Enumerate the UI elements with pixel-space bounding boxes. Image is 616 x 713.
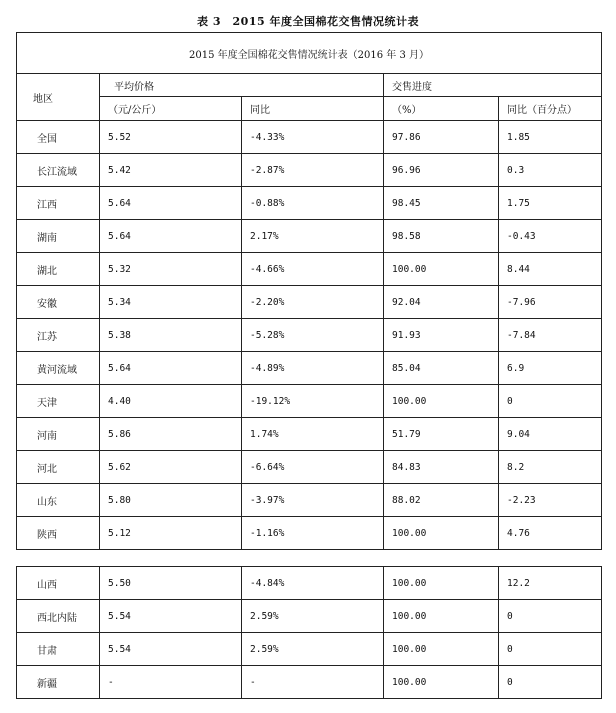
cell-price: 5.34 (100, 286, 242, 319)
header-progress-yoy: 同比（百分点） (499, 97, 602, 121)
cell-region: 湖北 (17, 253, 100, 286)
cell-progress: 100.00 (384, 567, 499, 600)
table-title: 2015 年度全国棉花交售情况统计表（2016 年 3 月） (17, 33, 602, 74)
table-title-row (17, 33, 602, 74)
cell-region: 长江流域 (17, 154, 100, 187)
cell-price: 5.62 (100, 451, 242, 484)
table-row (17, 451, 602, 484)
cell-price: 5.64 (100, 220, 242, 253)
cell-progress-yoy: -2.23 (499, 484, 602, 517)
cell-price-yoy: 2.17% (242, 220, 384, 253)
cell-price: 5.54 (100, 600, 242, 633)
table-row (17, 154, 602, 187)
cell-price-yoy: -1.16% (242, 517, 384, 550)
cell-price: 5.32 (100, 253, 242, 286)
cell-price: 5.42 (100, 154, 242, 187)
cell-price-yoy: -0.88% (242, 187, 384, 220)
table-row (17, 286, 602, 319)
cell-progress-yoy: -7.96 (499, 286, 602, 319)
header-row-1 (17, 74, 602, 97)
cell-progress: 97.86 (384, 121, 499, 154)
cell-progress-yoy: 4.76 (499, 517, 602, 550)
header-progress-unit: （%） (384, 97, 499, 121)
cell-region: 天津 (17, 385, 100, 418)
cell-price-yoy: -3.97% (242, 484, 384, 517)
cell-region: 江苏 (17, 319, 100, 352)
cell-progress-yoy: -7.84 (499, 319, 602, 352)
cell-progress-yoy: 8.2 (499, 451, 602, 484)
cell-price: 5.64 (100, 352, 242, 385)
cell-progress-yoy: 8.44 (499, 253, 602, 286)
cell-price-yoy: -4.89% (242, 352, 384, 385)
cell-progress-yoy: 1.85 (499, 121, 602, 154)
cell-price: 5.52 (100, 121, 242, 154)
cell-progress: 88.02 (384, 484, 499, 517)
cell-region: 山西 (17, 567, 100, 600)
cell-progress-yoy: 9.04 (499, 418, 602, 451)
table-row (17, 484, 602, 517)
cell-price: 5.54 (100, 633, 242, 666)
cell-progress: 96.96 (384, 154, 499, 187)
table-row (17, 253, 602, 286)
cell-progress-yoy: 0 (499, 633, 602, 666)
cell-price: 5.50 (100, 567, 242, 600)
header-avg-price: 平均价格 (100, 74, 384, 97)
header-price-unit: （元/公斤） (100, 97, 242, 121)
table-row (17, 600, 602, 633)
cell-progress: 51.79 (384, 418, 499, 451)
cell-price-yoy: - (242, 666, 384, 699)
table-row (17, 352, 602, 385)
cell-progress: 100.00 (384, 253, 499, 286)
cell-progress: 100.00 (384, 600, 499, 633)
table-row (17, 633, 602, 666)
cell-price-yoy: 1.74% (242, 418, 384, 451)
cell-price: 5.12 (100, 517, 242, 550)
cell-region: 全国 (17, 121, 100, 154)
cell-region: 江西 (17, 187, 100, 220)
table-row (17, 187, 602, 220)
cell-progress: 100.00 (384, 385, 499, 418)
cell-progress: 100.00 (384, 666, 499, 699)
cell-region: 新疆 (17, 666, 100, 699)
cell-price: 4.40 (100, 385, 242, 418)
table-row (17, 567, 602, 600)
cell-price: 5.64 (100, 187, 242, 220)
cell-price-yoy: -19.12% (242, 385, 384, 418)
table-caption: 表 3 2015 年度全国棉花交售情况统计表 (197, 15, 419, 28)
table-row (17, 319, 602, 352)
cell-progress-yoy: 0 (499, 666, 602, 699)
cell-price: 5.86 (100, 418, 242, 451)
cell-region: 河南 (17, 418, 100, 451)
cell-price: - (100, 666, 242, 699)
cell-progress-yoy: 1.75 (499, 187, 602, 220)
table-row (17, 220, 602, 253)
cell-region: 黄河流域 (17, 352, 100, 385)
cell-price-yoy: 2.59% (242, 600, 384, 633)
cell-price-yoy: -2.87% (242, 154, 384, 187)
header-region: 地区 (17, 74, 100, 121)
cell-region: 西北内陆 (17, 600, 100, 633)
table-row (17, 517, 602, 550)
cell-price: 5.38 (100, 319, 242, 352)
cell-region: 河北 (17, 451, 100, 484)
cell-progress-yoy: -0.43 (499, 220, 602, 253)
cell-progress-yoy: 0 (499, 385, 602, 418)
cell-progress-yoy: 12.2 (499, 567, 602, 600)
cotton-sales-table-continued (16, 566, 602, 699)
cell-price-yoy: -4.33% (242, 121, 384, 154)
cell-progress: 92.04 (384, 286, 499, 319)
table-row (17, 418, 602, 451)
cell-progress: 100.00 (384, 633, 499, 666)
table-row (17, 121, 602, 154)
cell-price-yoy: 2.59% (242, 633, 384, 666)
cell-progress-yoy: 0 (499, 600, 602, 633)
cell-progress-yoy: 6.9 (499, 352, 602, 385)
cell-progress: 100.00 (384, 517, 499, 550)
header-progress: 交售进度 (384, 74, 602, 97)
cell-region: 山东 (17, 484, 100, 517)
cell-region: 甘肃 (17, 633, 100, 666)
header-row-2 (17, 97, 602, 121)
table-row (17, 666, 602, 699)
cell-price: 5.80 (100, 484, 242, 517)
cell-price-yoy: -4.84% (242, 567, 384, 600)
cell-progress: 98.58 (384, 220, 499, 253)
cell-price-yoy: -4.66% (242, 253, 384, 286)
table-row (17, 385, 602, 418)
cotton-sales-table (16, 32, 602, 550)
cell-price-yoy: -6.64% (242, 451, 384, 484)
cell-region: 陕西 (17, 517, 100, 550)
cell-progress-yoy: 0.3 (499, 154, 602, 187)
cell-progress: 85.04 (384, 352, 499, 385)
cell-price-yoy: -2.20% (242, 286, 384, 319)
cell-price-yoy: -5.28% (242, 319, 384, 352)
cell-region: 湖南 (17, 220, 100, 253)
cell-region: 安徽 (17, 286, 100, 319)
cell-progress: 98.45 (384, 187, 499, 220)
header-price-yoy: 同比 (242, 97, 384, 121)
cell-progress: 84.83 (384, 451, 499, 484)
cell-progress: 91.93 (384, 319, 499, 352)
